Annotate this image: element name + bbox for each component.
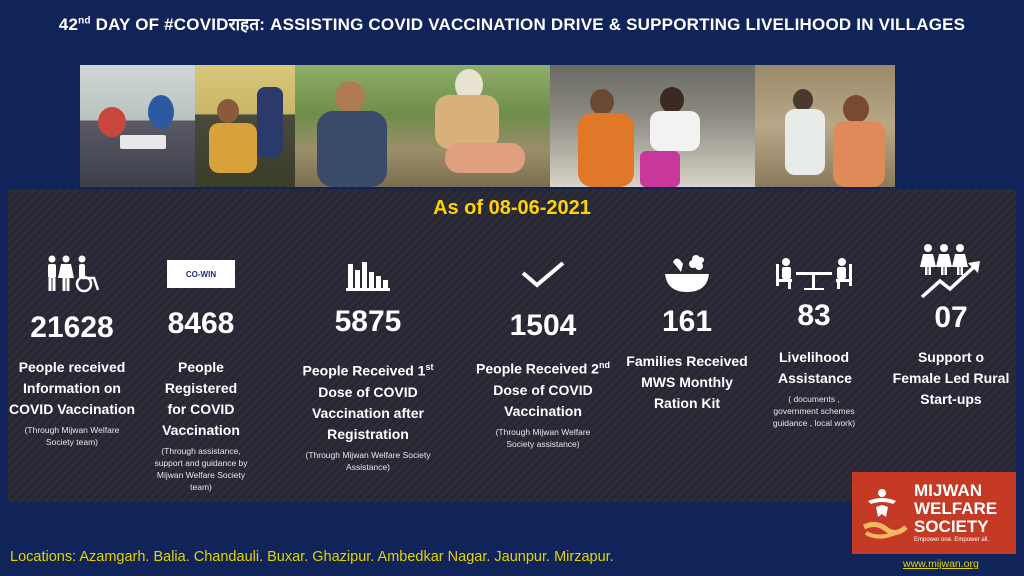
people-growth-icon-svg bbox=[918, 243, 984, 299]
stat-label bbox=[293, 357, 443, 445]
stat-label: Livelihood Assistance bbox=[778, 349, 852, 386]
stat-livelihood bbox=[758, 253, 870, 429]
cowin-logo-box bbox=[167, 260, 235, 288]
stat-registered bbox=[140, 253, 262, 493]
photo-vaccination-seated bbox=[195, 65, 295, 187]
logo-tagline: Empower one. Empower all. bbox=[914, 537, 990, 543]
cowin-logo-text: CO-WIN bbox=[185, 269, 217, 279]
photo-collage bbox=[80, 65, 895, 187]
stat-label-sup: nd bbox=[598, 360, 610, 370]
logo-line-1: MIJWAN bbox=[914, 481, 982, 500]
logo-text bbox=[914, 482, 997, 544]
logo-line-3: SOCIETY bbox=[914, 517, 989, 536]
stat-note: ( documents , government schemes guidance , local work) bbox=[772, 394, 856, 428]
title-text: DAY OF #COVIDराहत: ASSISTING COVID VACCINATION DRIVE & SUPPORTING LIVELIHOOD IN VILLAGES bbox=[90, 15, 966, 34]
stat-label: Families Received MWS Monthly Ration Kit bbox=[626, 353, 748, 411]
stat-info-received bbox=[8, 253, 136, 448]
logo-line-2: WELFARE bbox=[914, 499, 998, 518]
stat-label-pre: People Received 2 bbox=[476, 360, 599, 377]
stat-first-dose bbox=[293, 253, 443, 473]
stat-note: (Through Mijwan Welfare Society team) bbox=[24, 425, 120, 447]
locations-text: Locations: Azamgarh. Balia. Chandauli. Buxar. Ghazipur. Ambedkar Nagar. Jaunpur. Mirzapur. bbox=[10, 549, 614, 565]
photo-field-visit bbox=[755, 65, 895, 187]
photo-office-registration bbox=[80, 65, 195, 187]
people-accessibility-icon-svg bbox=[44, 254, 100, 294]
stat-label-sup: st bbox=[425, 362, 434, 372]
stat-label-pre: People Received 1 bbox=[302, 362, 426, 379]
people-accessibility-icon bbox=[8, 253, 136, 295]
bar-chart-icon-svg bbox=[344, 256, 392, 292]
website-link[interactable]: www.mijwan.org bbox=[903, 558, 979, 570]
stat-label bbox=[468, 355, 618, 422]
stat-label: People Registered for COVID Vaccination bbox=[162, 359, 240, 438]
stat-number: 21628 bbox=[30, 311, 114, 344]
stat-note: (Through Mijwan Welfare Society assistance) bbox=[495, 426, 591, 449]
stat-label: People received Information on COVID Vaccination bbox=[8, 359, 136, 417]
stat-note: (Through assistance, support and guidance by Mijwan Welfare Society team) bbox=[154, 446, 248, 492]
stat-startups bbox=[892, 243, 1010, 410]
as-of-date: As of 08-06-2021 bbox=[433, 197, 591, 219]
stat-number: 07 bbox=[934, 301, 968, 334]
stat-second-dose bbox=[468, 253, 618, 450]
fruit-basket-icon-svg bbox=[663, 254, 711, 294]
page-title bbox=[0, 12, 1024, 35]
cowin-logo bbox=[140, 253, 262, 295]
meeting-table-icon-svg bbox=[774, 256, 854, 292]
stat-ration-kit bbox=[620, 253, 754, 414]
mijwan-logo-icon bbox=[860, 483, 910, 543]
stat-label-post: Dose of COVID Vaccination bbox=[493, 381, 593, 419]
stat-number: 161 bbox=[661, 305, 713, 338]
bar-chart-icon bbox=[293, 253, 443, 295]
checkmark-icon-svg bbox=[519, 259, 567, 289]
meeting-table-icon bbox=[758, 253, 870, 295]
stat-number: 8468 bbox=[167, 307, 235, 340]
checkmark-icon bbox=[468, 253, 618, 295]
title-day-suffix: nd bbox=[78, 15, 91, 27]
mijwan-logo bbox=[852, 472, 1016, 554]
title-day-number: 42 bbox=[58, 15, 79, 34]
photo-vaccination-woman bbox=[550, 65, 755, 187]
stats-panel bbox=[8, 189, 1016, 502]
people-growth-icon bbox=[892, 243, 1010, 299]
fruit-basket-icon bbox=[620, 253, 754, 295]
stat-label-post: Dose of COVID Vaccination after Registration bbox=[311, 383, 425, 442]
stat-number: 1504 bbox=[509, 309, 577, 342]
stat-number: 83 bbox=[797, 299, 831, 332]
stat-number: 5875 bbox=[334, 305, 402, 338]
stat-note: (Through Mijwan Welfare Society Assistance) bbox=[305, 449, 431, 472]
stat-label: Support o Female Led Rural Start-ups bbox=[892, 349, 1010, 407]
photo-outdoor-vaccination bbox=[295, 65, 550, 187]
